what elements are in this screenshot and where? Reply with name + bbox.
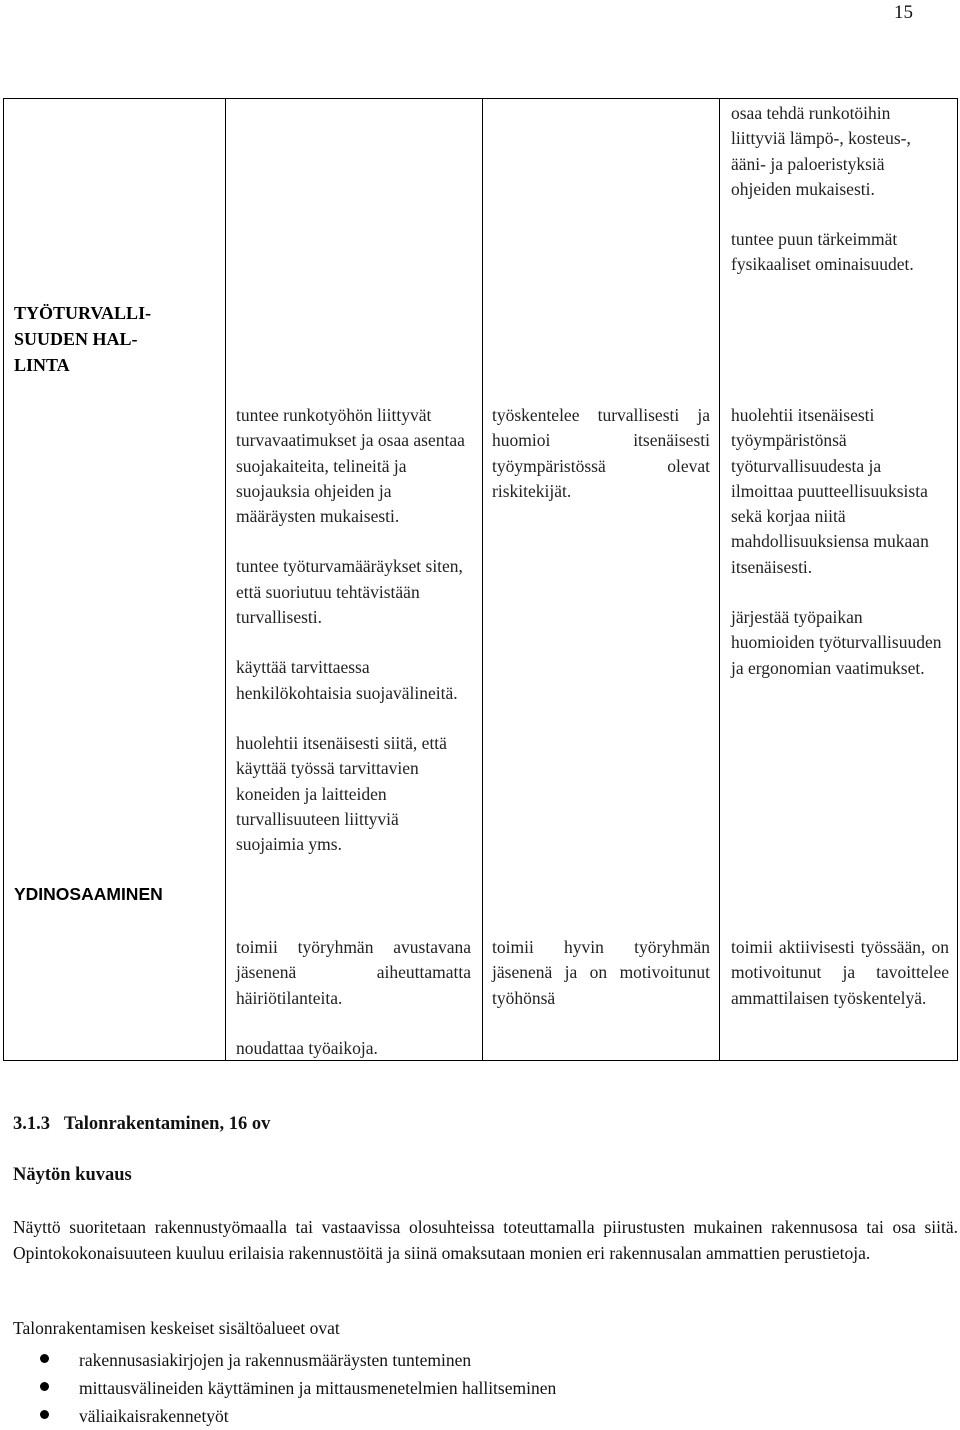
cell-row2-col4 — [731, 403, 946, 681]
table-divider — [225, 99, 226, 1060]
criterion-text: työskentelee turvallisesti ja huomioi itsenäisesti työympäristössä olevat riskitekijät. — [492, 405, 710, 501]
cell-row3-col2 — [236, 935, 471, 1061]
criteria-table — [3, 98, 958, 1061]
criterion-text: tuntee puun tärkeimmät fysikaaliset ominaisuudet. — [731, 229, 914, 275]
table-divider — [719, 99, 720, 1060]
paragraph: Talonrakentamisen keskeiset sisältöalueet ovat — [13, 1318, 340, 1338]
criterion-text: toimii hyvin työryhmän jäsenenä ja on motivoitunut työhönsä — [492, 937, 710, 1008]
criterion-text: osaa tehdä runkotöihin liittyviä lämpö-, kosteus-, ääni- ja paloeristyksiä ohjeiden mukaisesti. — [731, 103, 911, 199]
criterion-text: noudattaa työaikoja. — [236, 1037, 378, 1058]
page-number: 15 — [894, 2, 913, 23]
subheading: Näytön kuvaus — [13, 1165, 132, 1185]
section-heading: 3.1.3 Talonrakentaminen, 16 ov — [13, 1114, 271, 1134]
list-item — [13, 1402, 556, 1430]
list-item-text: väliaikaisrakennetyöt — [79, 1406, 229, 1426]
row-header-ydinosaaminen: YDINOSAAMINEN — [14, 884, 163, 904]
bullet-icon — [40, 1354, 49, 1363]
criterion-text: toimii työryhmän avustavana jäsenenä aiheuttamatta häiriötilanteita. — [236, 937, 471, 1008]
cell-row2-col3 — [492, 403, 710, 504]
paragraph: Näyttö suoritetaan rakennustyömaalla tai vastaavissa olosuhteissa toteuttamalla piirustusten mukainen rakennusosa tai osa siitä. Opintokokonaisuuteen kuuluu erilaisia rakennustöitä ja siinä omaksutaan monien eri rakennusalan ammattien perustietoja. — [13, 1217, 958, 1263]
cell-row3-col3 — [492, 935, 710, 1011]
criterion-text: toimii aktiivisesti työssään, on motivoitunut ja tavoittelee ammattilaisen työskentelyä. — [731, 937, 949, 1008]
bullet-icon — [40, 1382, 49, 1391]
list-item — [13, 1346, 556, 1374]
criterion-text: käyttää tarvittaessa henkilökohtaisia suojavälineitä. — [236, 657, 458, 703]
criterion-text: järjestää työpaikan huomioiden työturvallisuuden ja ergonomian vaatimukset. — [731, 607, 942, 678]
list-item-text: rakennusasiakirjojen ja rakennusmääräysten tunteminen — [79, 1350, 472, 1370]
criterion-text: tuntee runkotyöhön liittyvät turvavaatimukset ja osaa asentaa suojakaiteita, telineitä ja suojauksia ohjeiden ja määräysten mukaisesti. — [236, 405, 465, 527]
bullet-icon — [40, 1410, 49, 1419]
criterion-text: tuntee työturvamääräykset siten, että suoriutuu tehtävistään turvallisesti. — [236, 556, 463, 628]
table-divider — [482, 99, 483, 1060]
cell-row2-col2 — [236, 403, 471, 857]
cell-row3-col4 — [731, 935, 949, 1011]
criterion-text: huolehtii itsenäisesti siitä, että käyttää työssä tarvittavien koneiden ja laitteiden turvallisuuteen liittyviä suojaimia yms. — [236, 732, 447, 855]
list-item-text: mittausvälineiden käyttäminen ja mittausmenetelmien hallitseminen — [79, 1378, 557, 1398]
list-item — [13, 1374, 556, 1402]
row-header-tyoturvallisuus: TYÖTURVALLI- SUUDEN HAL- LINTA — [14, 303, 152, 375]
criterion-text: huolehtii itsenäisesti työympäristönsä työturvallisuudesta ja ilmoittaa puutteellisuuksista sekä korjaa niitä mahdollisuuksiensa mukaan itsenäisesti. — [731, 405, 929, 577]
content-area-list — [13, 1346, 556, 1430]
cell-row1-col4 — [731, 101, 943, 278]
